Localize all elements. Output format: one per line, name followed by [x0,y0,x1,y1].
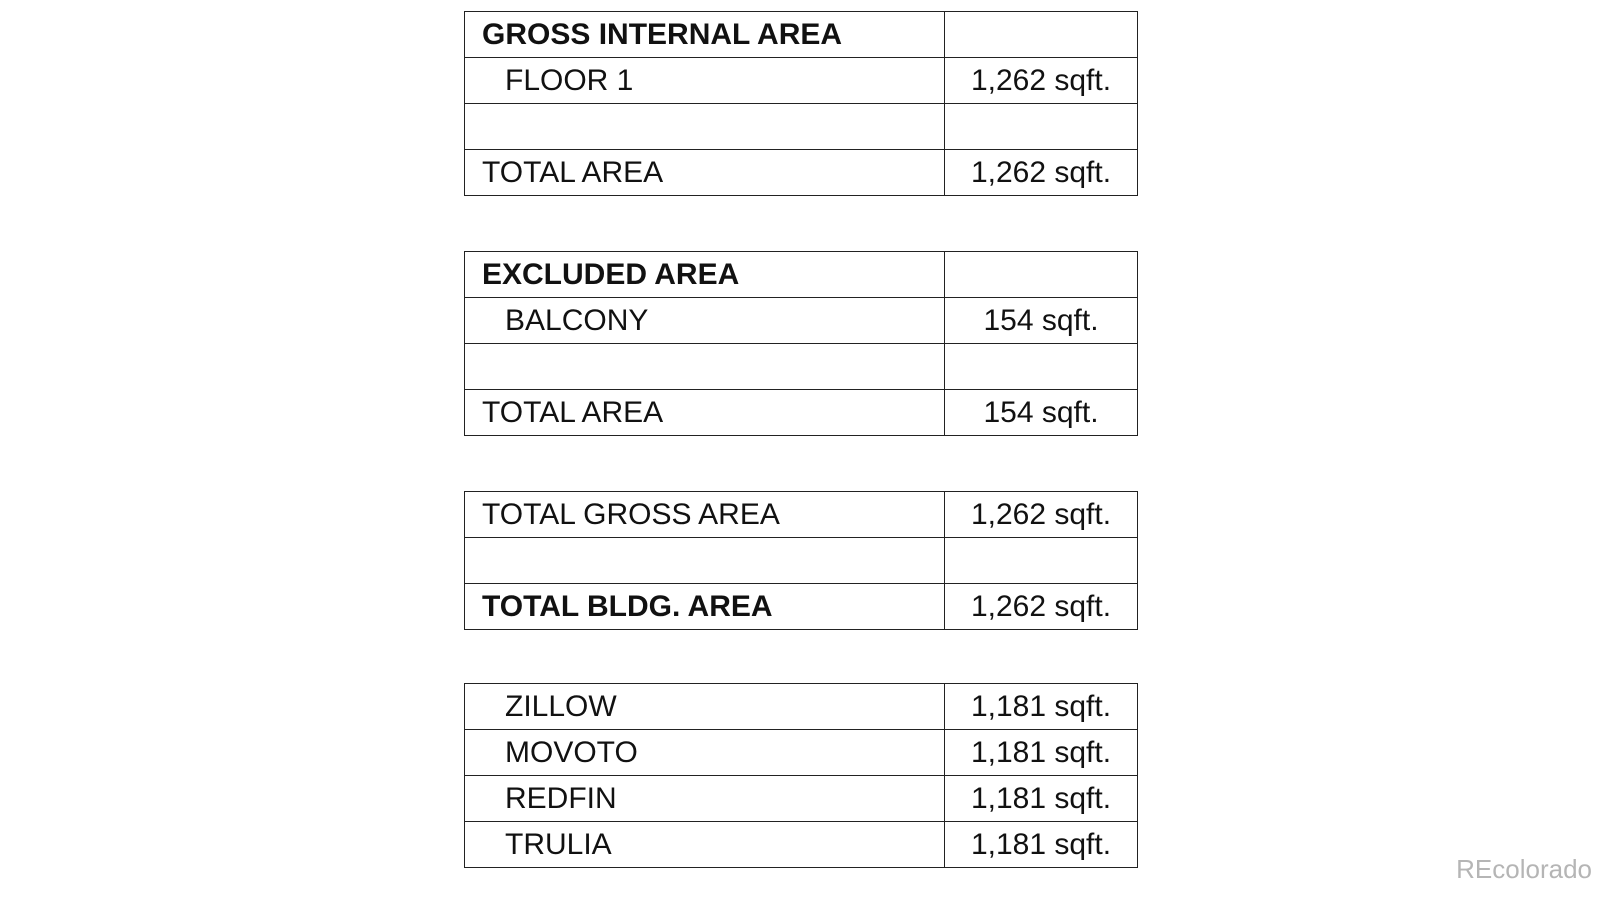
listing-sites-table [464,683,1138,868]
row-value: 1,181 sqft. [945,822,1138,868]
table-row [465,584,1138,630]
section-heading: GROSS INTERNAL AREA [465,12,945,58]
table-row [465,252,1138,298]
row-label [465,538,945,584]
table-row [465,58,1138,104]
row-label: FLOOR 1 [465,58,945,104]
row-label: MOVOTO [465,730,945,776]
watermark: REcolorado [1456,854,1592,884]
row-label: REDFIN [465,776,945,822]
row-label: TOTAL GROSS AREA [465,492,945,538]
table-row [465,822,1138,868]
table-row [465,298,1138,344]
row-value: 1,181 sqft. [945,776,1138,822]
row-value [945,12,1138,58]
row-value [945,538,1138,584]
row-label: TRULIA [465,822,945,868]
excluded-area-table [464,251,1138,436]
row-label: BALCONY [465,298,945,344]
row-label: TOTAL AREA [465,150,945,196]
row-value: 154 sqft. [945,298,1138,344]
table-row [465,344,1138,390]
row-label: TOTAL BLDG. AREA [465,584,945,630]
row-value: 154 sqft. [945,390,1138,436]
gross-internal-area-table [464,11,1138,196]
row-label [465,344,945,390]
table-row [465,684,1138,730]
table-row [465,150,1138,196]
row-label [465,104,945,150]
total-area-table [464,491,1138,630]
table-row [465,776,1138,822]
row-value: 1,181 sqft. [945,684,1138,730]
table-row [465,12,1138,58]
table-row [465,538,1138,584]
row-value [945,252,1138,298]
row-value: 1,262 sqft. [945,58,1138,104]
table-row [465,104,1138,150]
row-value [945,344,1138,390]
table-row [465,492,1138,538]
row-value [945,104,1138,150]
row-label: TOTAL AREA [465,390,945,436]
section-heading: EXCLUDED AREA [465,252,945,298]
row-label: ZILLOW [465,684,945,730]
table-row [465,730,1138,776]
table-row [465,390,1138,436]
row-value: 1,262 sqft. [945,492,1138,538]
row-value: 1,181 sqft. [945,730,1138,776]
row-value: 1,262 sqft. [945,150,1138,196]
row-value: 1,262 sqft. [945,584,1138,630]
